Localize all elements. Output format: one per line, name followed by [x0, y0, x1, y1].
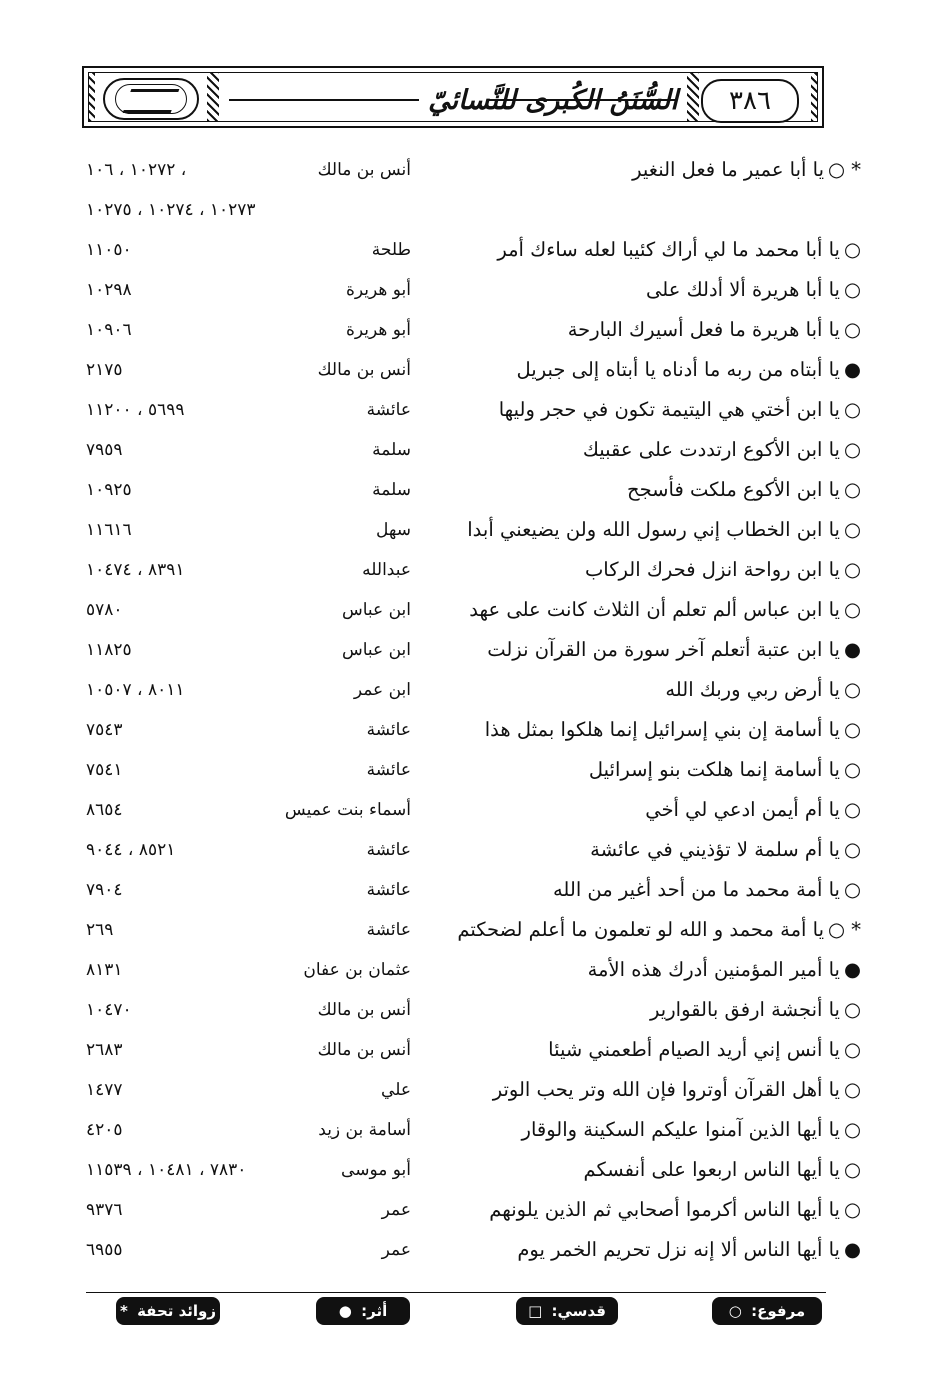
row-marker: ○	[843, 718, 861, 741]
hadith-text	[441, 1232, 861, 1268]
book-seal-emblem-icon	[103, 78, 199, 120]
narrator: أسامة بن زيد	[318, 1120, 411, 1140]
hadith-label: يا ابن أختي هي اليتيمة تكون في حجر وليها	[498, 398, 840, 421]
row-marker: ○	[843, 1118, 861, 1141]
hadith-label: يا أمير المؤمنين أدرك هذه الأمة	[587, 958, 840, 981]
table-row	[0, 672, 945, 712]
hadith-label: يا أرض ربي وربك الله	[665, 678, 840, 701]
legend-qudsi	[516, 1297, 618, 1325]
table-row	[0, 1032, 945, 1072]
table-row	[0, 272, 945, 312]
narrator: عبدالله	[362, 560, 411, 580]
narrator: أنس بن مالك	[317, 360, 411, 380]
narrator: علي	[381, 1080, 411, 1100]
header-ornament	[207, 73, 219, 121]
narrator: عثمان بن عفان	[303, 960, 411, 980]
row-marker: ○	[843, 478, 861, 501]
legend-symbol: ○	[728, 1302, 742, 1320]
hadith-numbers: ٤٢٠٥	[86, 1120, 123, 1140]
hadith-label: يا ابن الأكوع ارتددت على عقبيك	[582, 438, 840, 461]
hadith-label: يا أمة محمد ما من أحد أغير من الله	[552, 878, 840, 901]
hadith-label: يا أيها الناس اربعوا على أنفسكم	[583, 1158, 840, 1181]
row-marker: ○	[843, 1158, 861, 1181]
hadith-text	[441, 312, 861, 348]
table-row	[0, 312, 945, 352]
hadith-text	[441, 272, 861, 308]
hadith-text	[441, 632, 861, 668]
hadith-label: يا أبا محمد ما لي أراك كئيبا لعله ساءك أمر	[497, 238, 840, 261]
hadith-text	[441, 432, 861, 468]
legend-symbol: □	[528, 1302, 543, 1320]
header-ornament	[687, 73, 699, 121]
narrator: عائشة	[366, 920, 411, 940]
narrator: عائشة	[366, 400, 411, 420]
hadith-text	[441, 1152, 861, 1188]
row-marker: * ○	[828, 158, 861, 181]
hadith-numbers: ٧٩٥٩	[86, 440, 123, 460]
row-marker: ○	[843, 238, 861, 261]
row-marker: ○	[843, 558, 861, 581]
table-row	[0, 912, 945, 952]
narrator: ابن عباس	[341, 640, 411, 660]
header-ornament	[89, 73, 95, 121]
hadith-text	[441, 552, 861, 588]
row-marker: ●	[843, 358, 861, 381]
hadith-numbers: ٨٥٢١ ، ٩٠٤٤	[86, 840, 176, 860]
row-marker: ○	[843, 878, 861, 901]
hadith-label: يا ابن الخطاب إني رسول الله ولن يضيعني أبدا	[467, 518, 840, 541]
row-marker: ○	[843, 678, 861, 701]
row-marker: ○	[843, 1038, 861, 1061]
hadith-label: يا أسامة إن بني إسرائيل إنما هلكوا بمثل هذا	[484, 718, 840, 741]
row-marker: ●	[843, 638, 861, 661]
table-row	[0, 1112, 945, 1152]
narrator: أنس بن مالك	[317, 160, 411, 180]
row-marker: ○	[843, 998, 861, 1021]
hadith-text	[441, 672, 861, 708]
table-row	[0, 1072, 945, 1112]
table-row	[0, 1192, 945, 1232]
narrator: عائشة	[366, 760, 411, 780]
hadith-numbers: ١٤٧٧	[86, 1080, 123, 1100]
legend-zawaid	[116, 1297, 220, 1325]
table-row	[0, 832, 945, 872]
hadith-numbers: ٧٩٠٤	[86, 880, 123, 900]
table-row	[0, 152, 945, 192]
row-marker: ○	[843, 438, 861, 461]
hadith-numbers: ٨٣٩١ ، ١٠٤٧٤	[86, 560, 185, 580]
footer-rule	[86, 1292, 826, 1293]
hadith-numbers: ١١٠٥٠	[86, 240, 132, 260]
hadith-label: يا أيها الناس أكرموا أصحابي ثم الذين يلونهم	[489, 1198, 840, 1221]
row-marker: ○	[843, 1078, 861, 1101]
legend-label: زوائد تحفة	[137, 1302, 217, 1320]
narrator: أبو هريرة	[345, 280, 411, 300]
table-row	[0, 632, 945, 672]
header-rule	[229, 99, 419, 101]
hadith-text	[441, 1032, 861, 1068]
narrator: عائشة	[366, 720, 411, 740]
hadith-text	[441, 912, 861, 948]
legend-label: مرفوع:	[751, 1302, 806, 1320]
hadith-text	[441, 832, 861, 868]
hadith-label: يا ابن عتبة أتعلم آخر سورة من القرآن نزلت	[487, 638, 840, 661]
table-row	[0, 1232, 945, 1272]
narrator: سلمة	[372, 480, 411, 500]
row-marker: ●	[843, 1238, 861, 1261]
table-row	[0, 232, 945, 272]
table-row	[0, 392, 945, 432]
page-number: ٣٨٦	[701, 79, 799, 123]
hadith-label: يا أيها الذين آمنوا عليكم السكينة والوقار	[521, 1118, 840, 1141]
hadith-text	[441, 872, 861, 908]
hadith-numbers: ١٠٢٧٣ ، ١٠٢٧٤ ، ١٠٢٧٥	[86, 200, 256, 220]
hadith-label: يا أنس إني أريد الصيام أطعمني شيئا	[548, 1038, 840, 1061]
table-row	[0, 552, 945, 592]
table-row	[0, 512, 945, 552]
hadith-label: يا أم سلمة لا تؤذيني في عائشة	[590, 838, 840, 861]
hadith-numbers: ٥٦٩٩ ، ١١٢٠٠	[86, 400, 185, 420]
hadith-text	[441, 712, 861, 748]
table-row	[0, 752, 945, 792]
hadith-numbers: ٥٧٨٠	[86, 600, 123, 620]
table-row	[0, 792, 945, 832]
table-row	[0, 432, 945, 472]
hadith-text	[441, 952, 861, 988]
hadith-text	[441, 472, 861, 508]
narrator: سهل	[376, 520, 411, 540]
hadith-numbers: ٦٩٥٥	[86, 1240, 123, 1260]
hadith-text	[441, 1072, 861, 1108]
hadith-numbers: ١٠٩٢٥	[86, 480, 132, 500]
hadith-text	[441, 992, 861, 1028]
hadith-numbers: ٧٥٤٣	[86, 720, 123, 740]
narrator: سلمة	[372, 440, 411, 460]
narrator: عمر	[381, 1240, 411, 1260]
hadith-numbers: ١٠٢٩٨	[86, 280, 132, 300]
table-row	[0, 472, 945, 512]
hadith-label: يا أبتاه من ربه ما أدناه يا أبتاه إلى جبريل	[516, 358, 840, 381]
table-row	[0, 592, 945, 632]
table-row	[0, 352, 945, 392]
table-row	[0, 1152, 945, 1192]
row-marker: ○	[843, 398, 861, 421]
hadith-numbers: ٧٨٣٠ ، ١٠٤٨١ ، ١١٥٣٩	[86, 1160, 247, 1180]
hadith-text	[441, 192, 861, 228]
row-marker: ○	[843, 758, 861, 781]
hadith-text	[441, 1112, 861, 1148]
row-marker: ○	[843, 798, 861, 821]
hadith-label: يا ابن الأكوع ملكت فأسجح	[627, 478, 840, 501]
narrator: أبو هريرة	[345, 320, 411, 340]
row-marker: * ○	[828, 918, 861, 941]
table-row	[0, 712, 945, 752]
legend-label: أثر:	[361, 1302, 388, 1320]
hadith-label: يا أبا عمير ما فعل النغير	[632, 158, 825, 181]
hadith-numbers: ١٠٩٠٦	[86, 320, 132, 340]
hadith-text	[441, 752, 861, 788]
hadith-numbers: ٧٥٤١	[86, 760, 123, 780]
hadith-numbers: ٨١٣١	[86, 960, 123, 980]
row-marker: ○	[843, 278, 861, 301]
narrator: أبو موسى	[341, 1160, 411, 1180]
hadith-label: يا أبا هريرة ما فعل أسيرك البارحة	[567, 318, 840, 341]
hadith-text	[441, 352, 861, 388]
hadith-label: يا أمة محمد و الله لو تعلمون ما أعلم لضحكتم	[457, 918, 825, 941]
hadith-text	[441, 1192, 861, 1228]
hadith-numbers: ٨٠١١ ، ١٠٥٠٧	[86, 680, 185, 700]
hadith-numbers: ٢١٧٥	[86, 360, 123, 380]
table-row	[0, 992, 945, 1032]
narrator: عائشة	[366, 880, 411, 900]
hadith-text	[441, 512, 861, 548]
hadith-numbers: ٢٦٨٣	[86, 1040, 123, 1060]
header-ornament	[811, 73, 817, 121]
row-marker: ○	[843, 838, 861, 861]
hadith-numbers: ٢٦٩	[86, 920, 114, 940]
hadith-numbers: ٩٣٧٦	[86, 1200, 123, 1220]
row-marker: ○	[843, 318, 861, 341]
page-header	[82, 66, 824, 128]
narrator: أنس بن مالك	[317, 1040, 411, 1060]
legend-athar	[316, 1297, 410, 1325]
table-row	[0, 952, 945, 992]
row-marker: ○	[843, 1198, 861, 1221]
hadith-label: يا ابن عباس ألم تعلم أن الثلاث كانت على عهد	[469, 598, 840, 621]
row-marker: ○	[843, 518, 861, 541]
hadith-text	[441, 592, 861, 628]
row-marker: ●	[843, 958, 861, 981]
table-row	[0, 192, 945, 232]
hadith-text	[441, 232, 861, 268]
book-title: السُّنَنُ الكُبرى للنَّسائيّ	[428, 85, 678, 116]
hadith-numbers: ١٠٢٧٢ ، ١٠٦ ،	[86, 160, 187, 180]
hadith-text	[441, 792, 861, 828]
hadith-label: يا ابن رواحة انزل فحرك الركاب	[584, 558, 840, 581]
legend-label: قدسي:	[551, 1302, 606, 1320]
hadith-numbers: ١٠٤٧٠	[86, 1000, 132, 1020]
narrator: ابن عباس	[341, 600, 411, 620]
legend-marfu	[712, 1297, 822, 1325]
hadith-text	[441, 392, 861, 428]
hadith-label: يا أنجشة ارفق بالقوارير	[650, 998, 840, 1021]
narrator: أسماء بنت عميس	[284, 800, 411, 820]
header-frame	[88, 72, 818, 122]
legend-symbol: *	[119, 1302, 128, 1320]
hadith-label: يا أسامة إنما هلكت بنو إسرائيل	[588, 758, 840, 781]
hadith-label: يا أبا هريرة ألا أدلك على	[646, 278, 840, 301]
table-row	[0, 872, 945, 912]
row-marker: ○	[843, 598, 861, 621]
hadith-label: يا أهل القرآن أوتروا فإن الله وتر يحب الوتر	[492, 1078, 840, 1101]
narrator: ابن عمر	[353, 680, 411, 700]
hadith-label: يا أيها الناس ألا إنه نزل تحريم الخمر يوم	[517, 1238, 840, 1261]
hadith-numbers: ١١٦١٦	[86, 520, 132, 540]
narrator: عائشة	[366, 840, 411, 860]
narrator: أنس بن مالك	[317, 1000, 411, 1020]
hadith-numbers: ١١٨٢٥	[86, 640, 132, 660]
hadith-numbers: ٨٦٥٤	[86, 800, 123, 820]
legend-symbol: ●	[338, 1302, 352, 1320]
narrator: طلحة	[371, 240, 411, 260]
narrator: عمر	[381, 1200, 411, 1220]
hadith-text	[441, 152, 861, 188]
hadith-label: يا أم أيمن ادعي لي أخي	[645, 798, 840, 821]
